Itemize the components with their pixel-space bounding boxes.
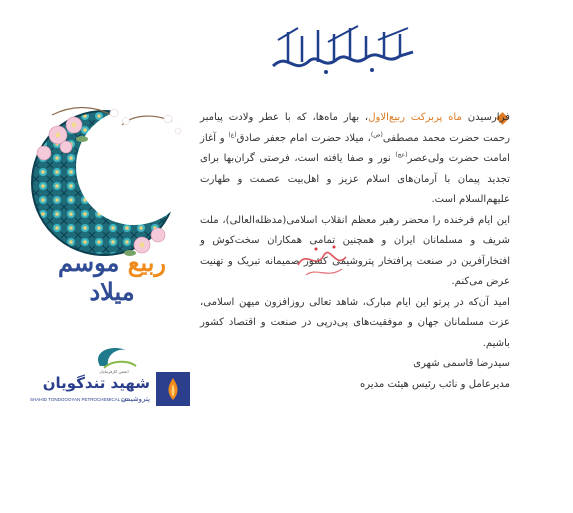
company-name: شهید تندگویان — [42, 374, 150, 392]
rabi-title — [36, 248, 188, 306]
message-paragraph-1 — [200, 108, 510, 211]
crescent-moon-illustration — [22, 95, 190, 265]
p1-highlight: ماه پربرکت ربیع‌الاول — [368, 112, 462, 123]
message-body — [200, 108, 510, 395]
p1-intro: فرارسیدن — [467, 112, 510, 123]
message-paragraph-3: امید آن‌که در پرتو این ایام مبارک، شاهد تعالی روزافزون میهن اسلامی، عزت مسلمانان جهان و موفقیت‌های پی‌درپی در صنعت و اقتصاد کشور باشیم. — [200, 296, 510, 349]
association-logo-text: انجمن کارفرمایان — [99, 369, 129, 374]
message-paragraph-2: این ایام فرخنده را محضر رهبر معظم انقلاب اسلامی(مدظله‌العالی)، ملت شریف و مسلمانان ایران و همچنین تمامی همکاران سخت‌کوش و افتخارآفرین در صنعت پرافتخار پتروشیمی کشور صمیمانه تبریک و تهنیت عرض می‌کنم. — [200, 214, 510, 287]
company-emblem-icon — [156, 372, 190, 406]
p1-part-e: نور و صفا یافته است، فرصتی گران‌بها برای تجدید پیمان با آرمان‌های اسلام عزیز و اهل‌بیت عصمت و طهارت علیهم‌السلام است. — [200, 153, 510, 205]
p1-part-d: و آغاز امامت حضرت ولی‌عصر — [200, 132, 510, 164]
rabi-title-rest: موسم میلاد — [58, 248, 135, 306]
sup-a: (ع) — [228, 131, 237, 139]
company-logo — [30, 372, 190, 414]
association-logo — [84, 340, 144, 374]
bismillah-calligraphy — [268, 22, 418, 80]
rabi-title-accent: ربیع — [127, 248, 166, 277]
company-sub: پتروشیمی — [120, 395, 150, 403]
p1-part-c: ، میلاد حضرت امام جعفر صادق — [236, 132, 371, 144]
company-latin-name: SHAHID TONDGOOYAN PETROCHEMICAL CO. — [30, 397, 130, 402]
signature-title: مدیرعامل و نائب رئیس هیئت مدیره — [359, 378, 510, 390]
signature-name: سیدرضا قاسمی شهری — [413, 358, 510, 369]
p1-part-b: ، بهار ماه‌ها، که با عطر ولادت پیامبر رحمت حضرت محمد مصطفی — [200, 112, 510, 144]
sup-aj: (عج) — [395, 151, 408, 159]
sup-saw: (ص) — [370, 131, 383, 139]
